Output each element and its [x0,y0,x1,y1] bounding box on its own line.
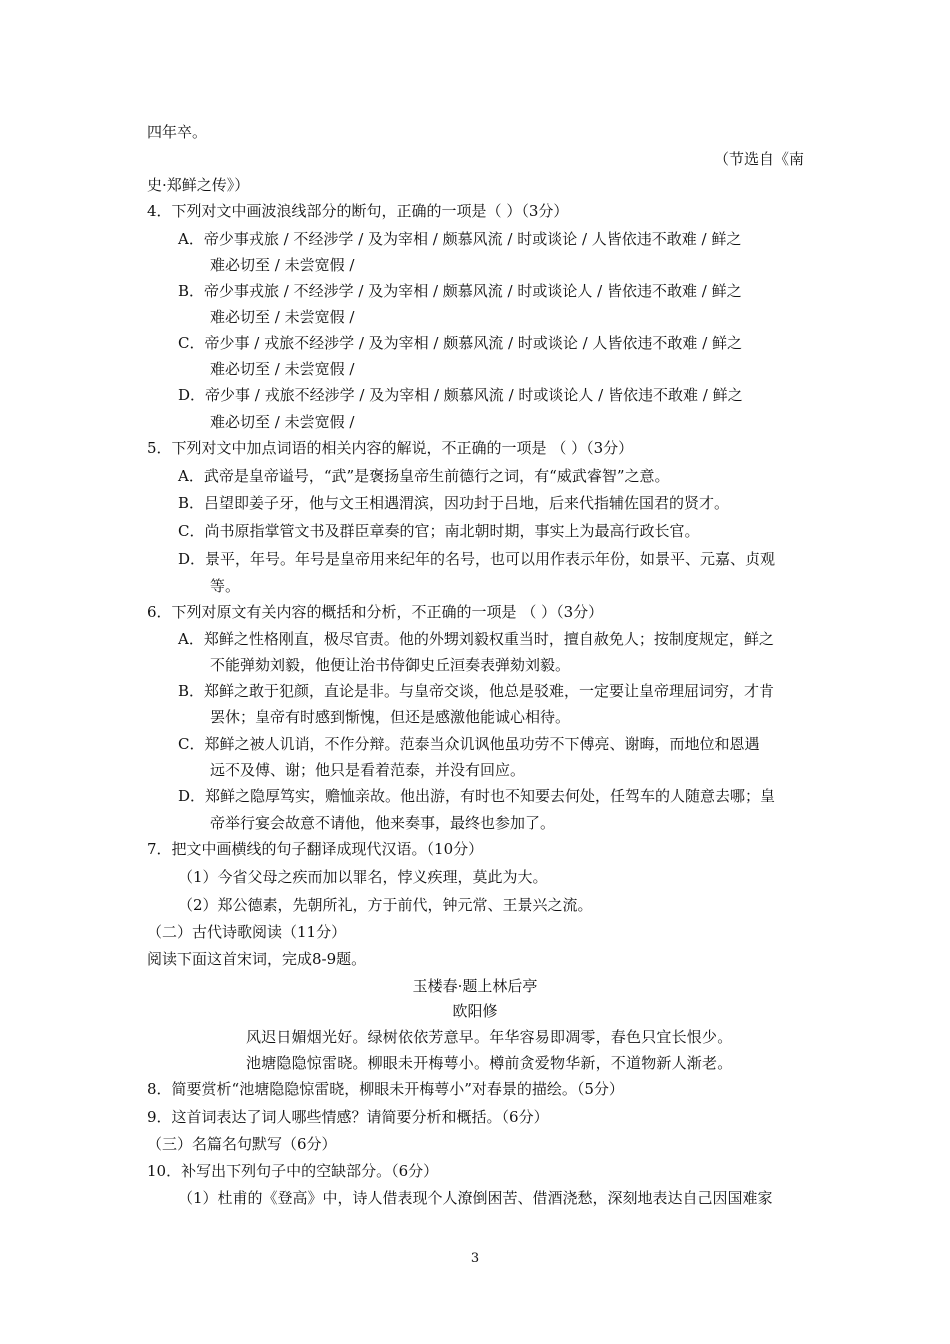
q5-option-d-cont: 等。 [210,577,241,595]
q7-stem: 7．把文中画横线的句子翻译成现代汉语。（10分） [147,840,484,858]
poem-line-2: 池塘隐隐惊雷晓。柳眼未开梅萼小。樽前贪爱物华新，不道物新人渐老。 [246,1054,733,1072]
section-2-intro: 阅读下面这首宋词，完成8-9题。 [147,950,367,968]
q6-option-d: D．郑鲜之隐厚笃实，赡恤亲故。他出游，有时也不知要去何处，任驾车的人随意去哪；皇 [178,787,776,805]
section-2-heading: （二）古代诗歌阅读（11分） [147,923,347,941]
q7-sentence-1: （1）今省父母之疾而加以罪名，悖义疾理，莫此为大。 [178,868,548,886]
q4-option-d-cont: 难必切至 / 未尝宽假 / [210,413,355,431]
q5-option-a: A．武帝是皇帝谥号，“武”是褒扬皇帝生前德行之词，有“威武睿智”之意。 [178,467,670,485]
section-3-heading: （三）名篇名句默写（6分） [147,1135,337,1153]
poem-line-1: 风迟日媚烟光好。绿树依依芳意早。年华容易即凋零，春色只宜长恨少。 [246,1028,733,1046]
q4-stem: 4．下列对文中画波浪线部分的断句，正确的一项是（ ）（3分） [147,202,569,220]
q6-option-b-cont: 罢休；皇帝有时感到惭愧，但还是感激他能诚心相待。 [210,708,571,726]
q10-item-1: （1）杜甫的《登高》中，诗人借表现个人潦倒困苦、借酒浇愁，深刻地表达自己因国难家 [178,1189,773,1207]
q5-option-c: C．尚书原指掌管文书及群臣章奏的官；南北朝时期，事实上为最高行政长官。 [178,522,700,540]
q5-stem: 5．下列对文中加点词语的相关内容的解说，不正确的一项是 （ ）（3分） [147,439,634,457]
q4-option-a: A．帝少事戎旅 / 不经涉学 / 及为宰相 / 颇慕风流 / 时或谈论 / 人皆依违不敢难 / 鲜之 [178,230,742,248]
q6-option-b: B．郑鲜之敢于犯颜，直论是非。与皇帝交谈，他总是驳难，一定要让皇帝理屈词穷，才肯 [178,682,775,700]
passage-source-part1: （节选自《南 [714,150,805,168]
q6-option-a: A．郑鲜之性格刚直，极尽官责。他的外甥刘毅权重当时，擅自赦免人；按制度规定，鲜之 [178,630,774,648]
poem-title: 玉楼春·题上林后亭 [412,977,538,995]
q6-option-d-cont: 帝举行宴会故意不请他，他来奏事，最终也参加了。 [210,814,556,832]
q4-option-b: B．帝少事戎旅 / 不经涉学 / 及为宰相 / 颇慕风流 / 时或谈论人 / 皆依违不敢难 / 鲜之 [178,282,742,300]
q4-option-c: C．帝少事 / 戎旅不经涉学 / 及为宰相 / 颇慕风流 / 时或谈论 / 人皆依违不敢难 / 鲜之 [178,334,743,352]
q6-option-c: C．郑鲜之被人讥诮，不作分辩。范泰当众讥讽他虽功劳不下傅亮、谢晦，而地位和恩遇 [178,735,760,753]
q4-option-b-cont: 难必切至 / 未尝宽假 / [210,308,355,326]
passage-end-line: 四年卒。 [147,123,208,141]
q5-option-b: B．吕望即姜子牙，他与文王相遇渭滨，因功封于吕地，后来代指辅佐国君的贤才。 [178,494,730,512]
q4-option-c-cont: 难必切至 / 未尝宽假 / [210,360,355,378]
q7-sentence-2: （2）郑公德素，先朝所礼，方于前代，钟元常、王景兴之流。 [178,896,593,914]
poem-author: 欧阳修 [452,1002,498,1020]
page-number: 3 [470,1251,480,1266]
q10-stem: 10．补写出下列句子中的空缺部分。（6分） [147,1162,439,1180]
q6-stem: 6．下列对原文有关内容的概括和分析，不正确的一项是 （ ）（3分） [147,603,604,621]
q9-stem: 9．这首词表达了词人哪些情感？请简要分析和概括。（6分） [147,1108,549,1126]
q6-option-c-cont: 远不及傅、谢；他只是看着范泰，并没有回应。 [210,761,526,779]
q8-stem: 8．简要赏析“池塘隐隐惊雷晓，柳眼未开梅萼小”对春景的描绘。（5分） [147,1080,624,1098]
passage-source-part2: 史·郑鲜之传》） [147,176,250,194]
q6-option-a-cont: 不能弹劾刘毅，他便让治书侍御史丘洹奏表弹劾刘毅。 [210,656,571,674]
q4-option-d: D．帝少事 / 戎旅不经涉学 / 及为宰相 / 颇慕风流 / 时或谈论人 / 皆依违不敢难 / 鲜之 [178,386,743,404]
q4-option-a-cont: 难必切至 / 未尝宽假 / [210,256,355,274]
q5-option-d: D．景平，年号。年号是皇帝用来纪年的名号，也可以用作表示年份，如景平、元嘉、贞观 [178,550,776,568]
